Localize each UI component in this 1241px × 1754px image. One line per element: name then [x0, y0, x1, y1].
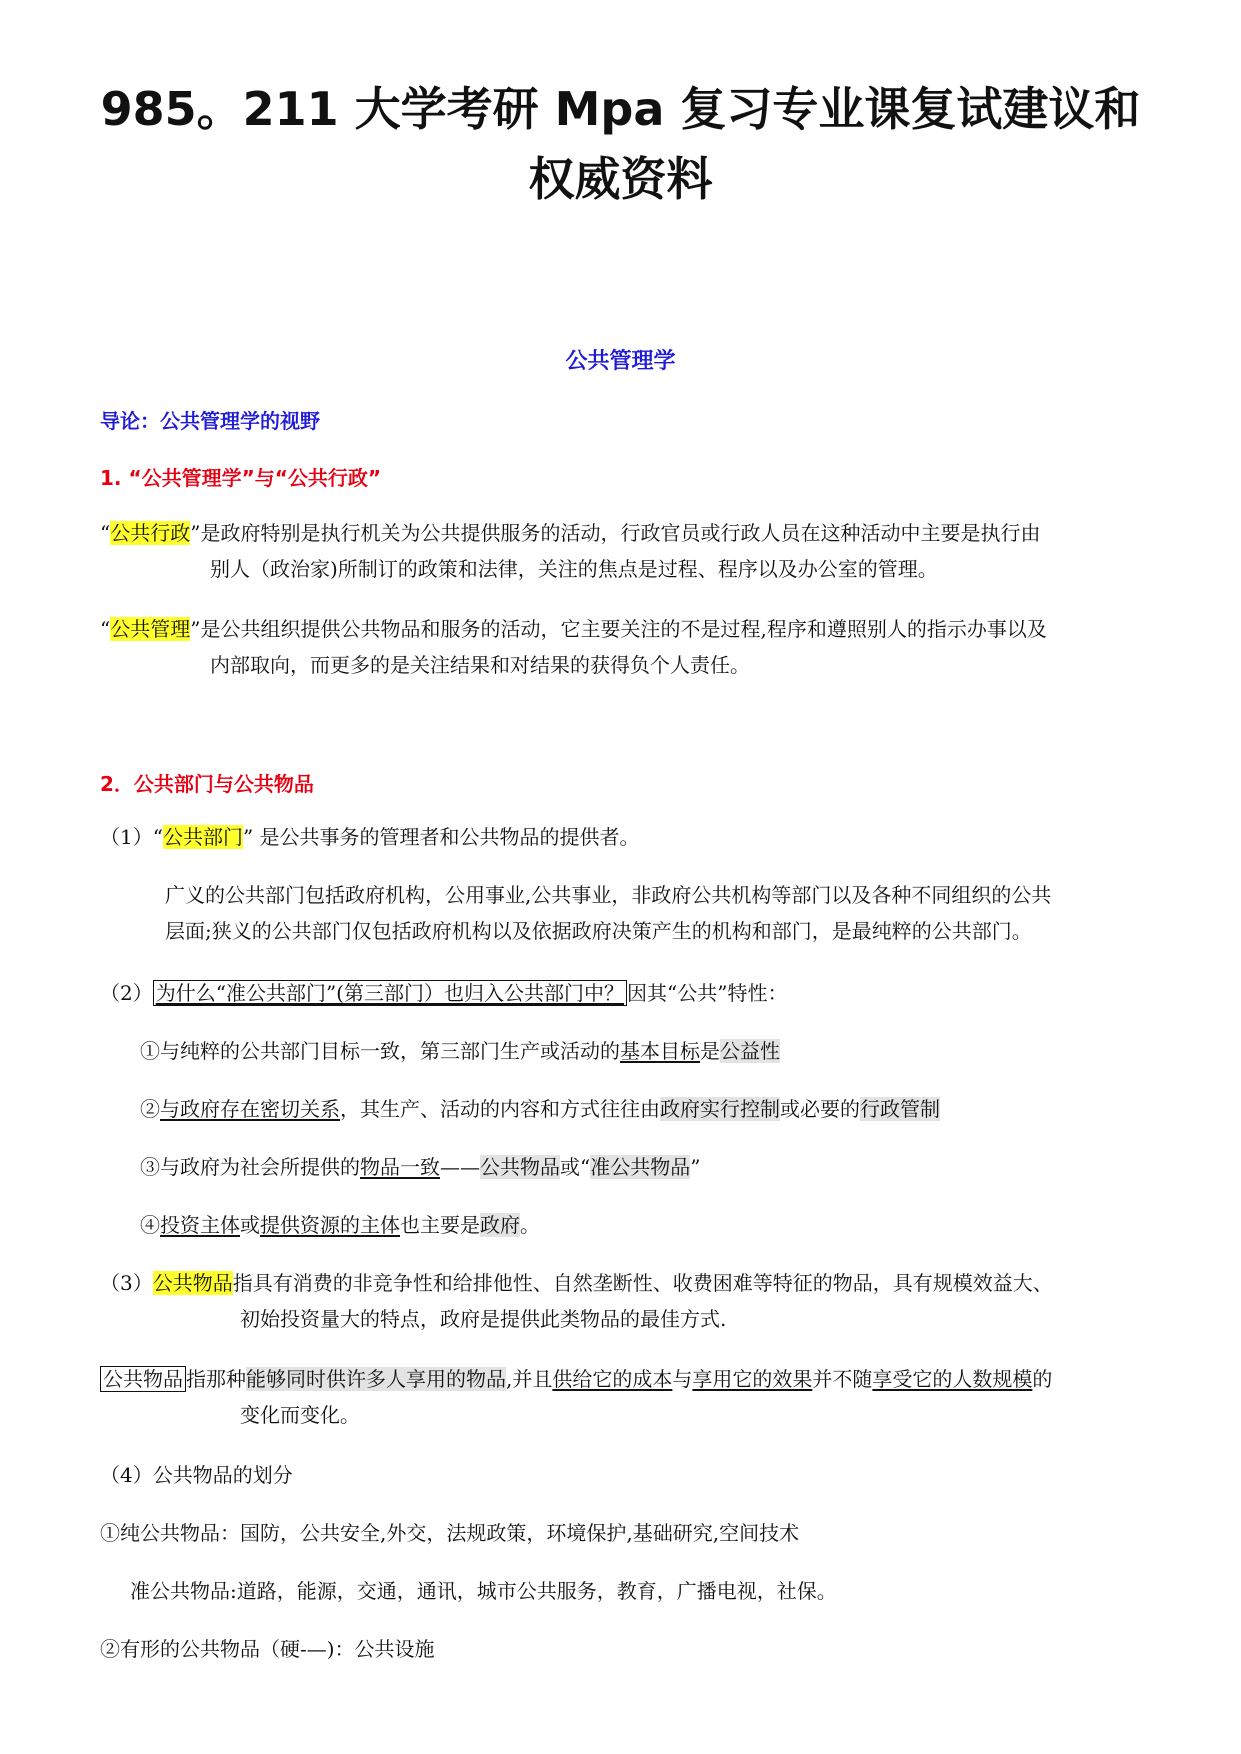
- term-public-goods: 公共物品: [152, 1271, 233, 1295]
- item-2-line: [100, 978, 787, 1008]
- item-4-line-2: 准公共物品:道路，能源，交通，通讯，城市公共服务，教育，广播电视，社保。: [130, 1579, 837, 1603]
- reason-text: 。: [520, 1213, 540, 1237]
- section-2-heading: 2．公共部门与公共物品: [100, 772, 314, 796]
- item-3-line-1: [100, 1268, 1053, 1298]
- shaded-term: 政府实行控制: [660, 1097, 780, 1121]
- underlined-term: 享用它的效果: [692, 1367, 813, 1391]
- shaded-term: 政府: [480, 1213, 520, 1237]
- shaded-term: 行政管制: [860, 1097, 940, 1121]
- item-3-line-2: 初始投资量大的特点，政府是提供此类物品的最佳方式.: [240, 1307, 727, 1331]
- definition-line-1: [100, 1364, 1052, 1394]
- term-public-sector: 公共部门: [162, 825, 243, 849]
- section-1-paragraph-2-line-1: [100, 614, 1047, 644]
- underlined-term: 提供资源的主体: [260, 1213, 400, 1237]
- definition-text: 并不随: [812, 1367, 873, 1391]
- reason-text: ”: [690, 1155, 701, 1179]
- quote-mark: “: [100, 617, 111, 641]
- item-3-text: 指具有消费的非竞争性和给排他性、自然垄断性、收费困难等特征的物品，具有规模效益大、: [232, 1271, 1053, 1295]
- definition-line-2: 变化而变化。: [240, 1403, 360, 1427]
- item-4-line-3: ②有形的公共物品（硬-—)：公共设施: [100, 1637, 435, 1661]
- item-1-detail-line-1: 广义的公共部门包括政府机构，公用事业,公共事业，非政府公共机构等部门以及各种不同组织的公共: [165, 883, 1052, 907]
- item-1-prefix: （1）“: [100, 825, 163, 849]
- underlined-term: 享受它的人数规模: [872, 1367, 1033, 1391]
- quote-mark: “: [100, 521, 111, 545]
- reason-text: ①与纯粹的公共部门目标一致，第三部门生产或活动的: [140, 1039, 620, 1063]
- title-line-2: 权威资料: [528, 152, 713, 206]
- item-1-line: [100, 822, 640, 852]
- section-1-paragraph-2-line-2: 内部取向，而更多的是关注结果和对结果的获得负个人责任。: [210, 653, 750, 677]
- reason-text: 是: [700, 1039, 720, 1063]
- shaded-term: 能够同时供许多人享用的物品: [246, 1367, 506, 1391]
- underlined-term: 投资主体: [160, 1213, 240, 1237]
- item-2-text: 因其“公共”特性：: [627, 981, 788, 1005]
- reason-3: [140, 1152, 700, 1182]
- reason-text: ④: [140, 1213, 160, 1237]
- reason-2: [140, 1094, 940, 1124]
- reason-text: 也主要是: [400, 1213, 480, 1237]
- shaded-term: 准公共物品: [590, 1155, 691, 1179]
- definition-text: ,并且: [506, 1367, 553, 1391]
- reason-1: [140, 1036, 780, 1066]
- definition-text: 指那种: [186, 1367, 246, 1391]
- item-2-question-box: 为什么“准公共部门”(第三部门）也归入公共部门中？: [153, 980, 627, 1006]
- subject-heading: 公共管理学: [565, 349, 676, 374]
- reason-text: 或: [240, 1213, 260, 1237]
- paragraph-text: ”是政府特别是执行机关为公共提供服务的活动，行政官员或行政人员在这种活动中主要是执行由: [190, 521, 1041, 545]
- boxed-term: 公共物品: [100, 1366, 186, 1392]
- paragraph-text: ”是公共组织提供公共物品和服务的活动，它主要关注的不是过程,程序和遵照别人的指示办事以及: [190, 617, 1047, 641]
- underlined-term: 与政府存在密切关系: [160, 1097, 340, 1121]
- underlined-term: 物品一致: [360, 1155, 440, 1179]
- reason-text: ，其生产、活动的内容和方式往往由: [340, 1097, 660, 1121]
- intro-heading: 导论：公共管理学的视野: [100, 409, 320, 433]
- term-public-administration: 公共行政: [110, 521, 191, 545]
- shaded-term: 公益性: [720, 1039, 780, 1063]
- reason-text: ②: [140, 1097, 160, 1121]
- section-1-paragraph-1-line-2: 别人（政治家)所制订的政策和法律，关注的焦点是过程、程序以及办公室的管理。: [210, 557, 938, 581]
- term-public-management: 公共管理: [110, 617, 191, 641]
- item-4-label: （4）公共物品的划分: [100, 1463, 293, 1487]
- underlined-term: 基本目标: [620, 1039, 700, 1063]
- reason-text: 或必要的: [780, 1097, 860, 1121]
- definition-text: 的: [1032, 1367, 1053, 1391]
- item-1-text: ” 是公共事务的管理者和公共物品的提供者。: [242, 825, 640, 849]
- definition-text: 与: [672, 1367, 693, 1391]
- reason-text: 或“: [560, 1155, 591, 1179]
- document-title: [60, 74, 1181, 214]
- item-1-detail-line-2: 层面;狭义的公共部门仅包括政府机构以及依据政府决策产生的机构和部门，是最纯粹的公共部门。: [165, 919, 1032, 943]
- section-1-paragraph-1-line-1: [100, 518, 1040, 548]
- reason-text: ③与政府为社会所提供的: [140, 1155, 360, 1179]
- title-line-1: 985。211 大学考研 Mpa 复习专业课复试建议和: [100, 82, 1141, 136]
- item-2-prefix: （2）: [100, 981, 153, 1005]
- reason-text: ——: [440, 1155, 480, 1179]
- shaded-term: 公共物品: [480, 1155, 560, 1179]
- item-4-line-1: ①纯公共物品：国防，公共安全,外交，法规政策，环境保护,基础研究,空间技术: [100, 1521, 800, 1545]
- item-3-prefix: （3）: [100, 1271, 153, 1295]
- underlined-term: 供给它的成本: [552, 1367, 673, 1391]
- reason-4: [140, 1210, 540, 1240]
- section-1-heading: 1. “公共管理学”与“公共行政”: [100, 466, 382, 490]
